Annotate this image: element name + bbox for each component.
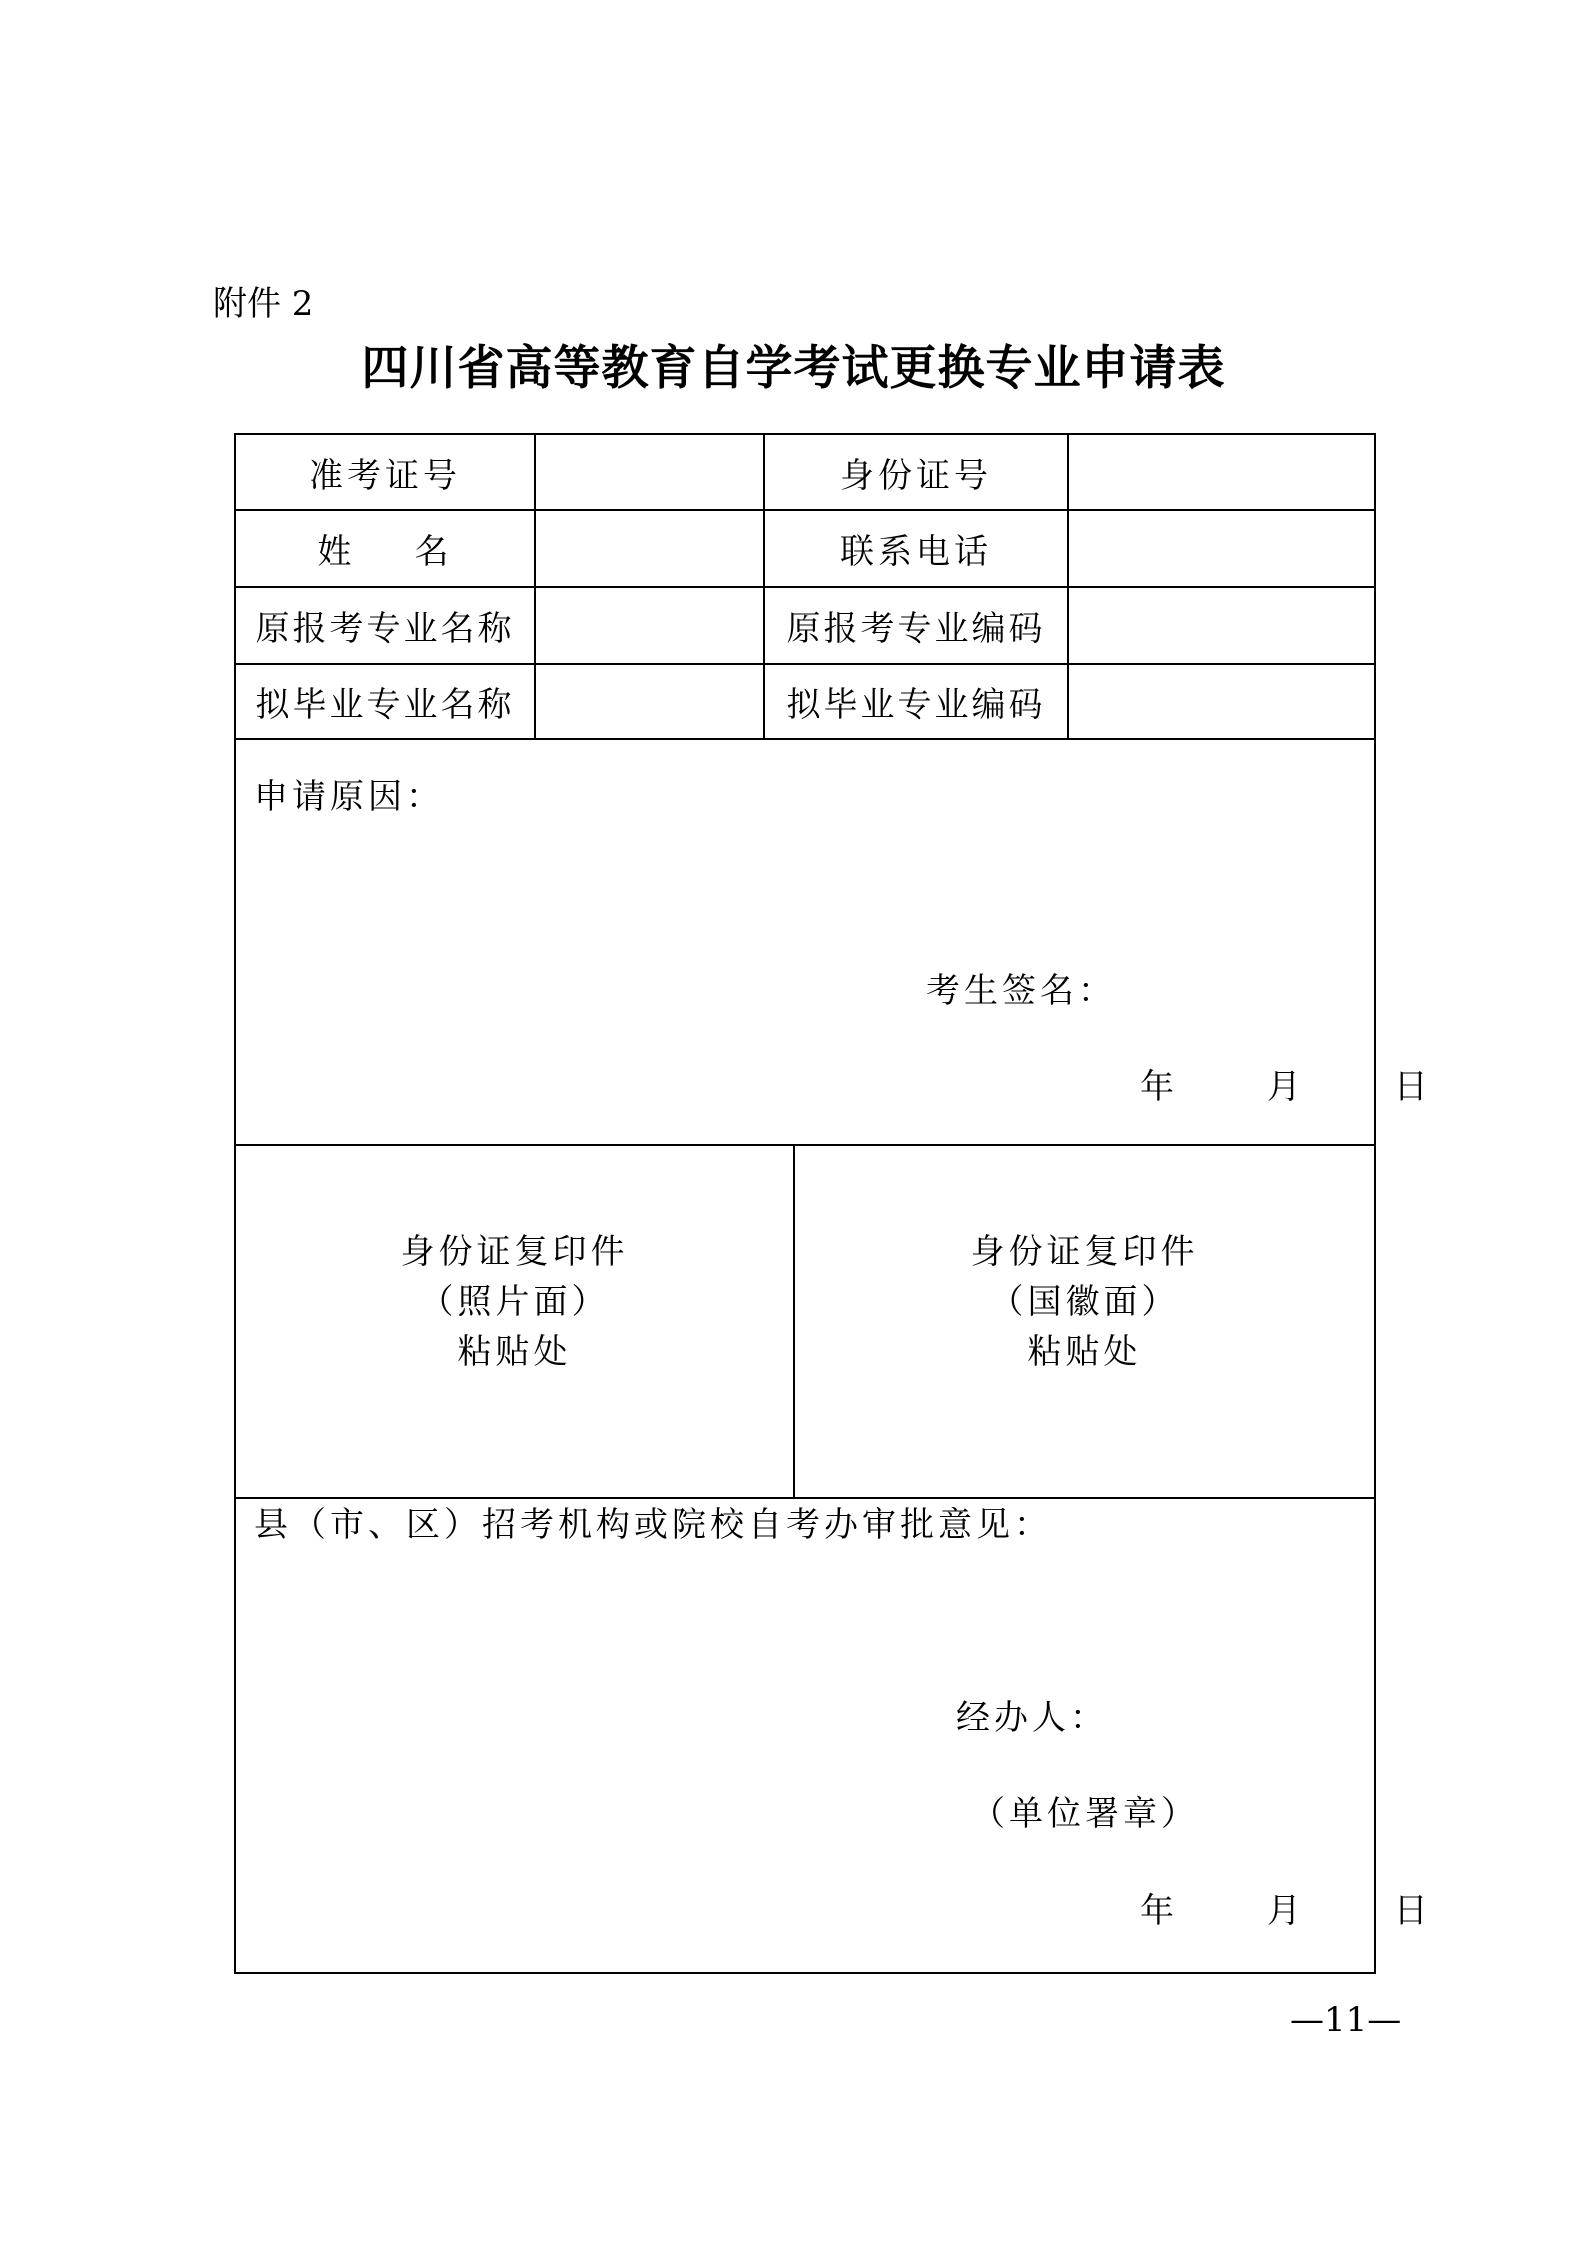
new-major-code-label: 拟毕业专业编码 [786,685,1046,725]
orig-major-name-field[interactable] [536,588,763,663]
id-copy-front-line1: 身份证复印件 [400,1232,629,1272]
id-card-label: 身份证号 [840,455,992,496]
id-copy-back-line1: 身份证复印件 [970,1232,1199,1272]
phone-field[interactable] [1069,511,1374,586]
approval-date: 年 月 日 [1140,1891,1432,1931]
name-field[interactable] [536,511,763,586]
id-copy-front [236,1227,793,1377]
id-copy-front-line2: （照片面） [419,1282,610,1322]
reason-date: 年 月 日 [1140,1067,1432,1107]
id-card-field[interactable] [1069,435,1374,509]
orig-major-name-label: 原报考专业名称 [255,609,515,649]
row-divider [236,1497,1374,1499]
seal-label: （单位署章） [971,1794,1199,1834]
id-copy-back-line3: 粘贴处 [1027,1332,1142,1372]
id-copy-front-line3: 粘贴处 [457,1332,572,1372]
handler-label: 经办人： [956,1698,1108,1738]
name-label: 姓 名 [317,532,453,572]
id-copy-back [795,1227,1374,1377]
orig-major-code-label: 原报考专业编码 [786,609,1046,649]
exam-id-field[interactable] [536,435,763,509]
new-major-name-field[interactable] [536,665,763,738]
phone-label: 联系电话 [840,532,992,572]
row-divider [236,1144,1374,1146]
exam-id-label: 准考证号 [309,455,461,496]
attachment-label: 附件 2 [213,284,314,324]
id-copy-back-line2: （国徽面） [989,1282,1180,1322]
form-title: 四川省高等教育自学考试更换专业申请表 [361,341,1226,396]
reason-label: 申请原因： [254,777,444,817]
page-number: —11— [1290,2000,1402,2040]
new-major-code-field[interactable] [1069,665,1374,738]
new-major-name-label: 拟毕业专业名称 [255,685,515,725]
orig-major-code-field[interactable] [1069,588,1374,663]
signature-label: 考生签名： [926,971,1116,1011]
row-divider [236,738,1374,740]
application-form-table [234,433,1432,1974]
approval-label: 县（市、区）招考机构或院校自考办审批意见： [254,1505,1052,1545]
